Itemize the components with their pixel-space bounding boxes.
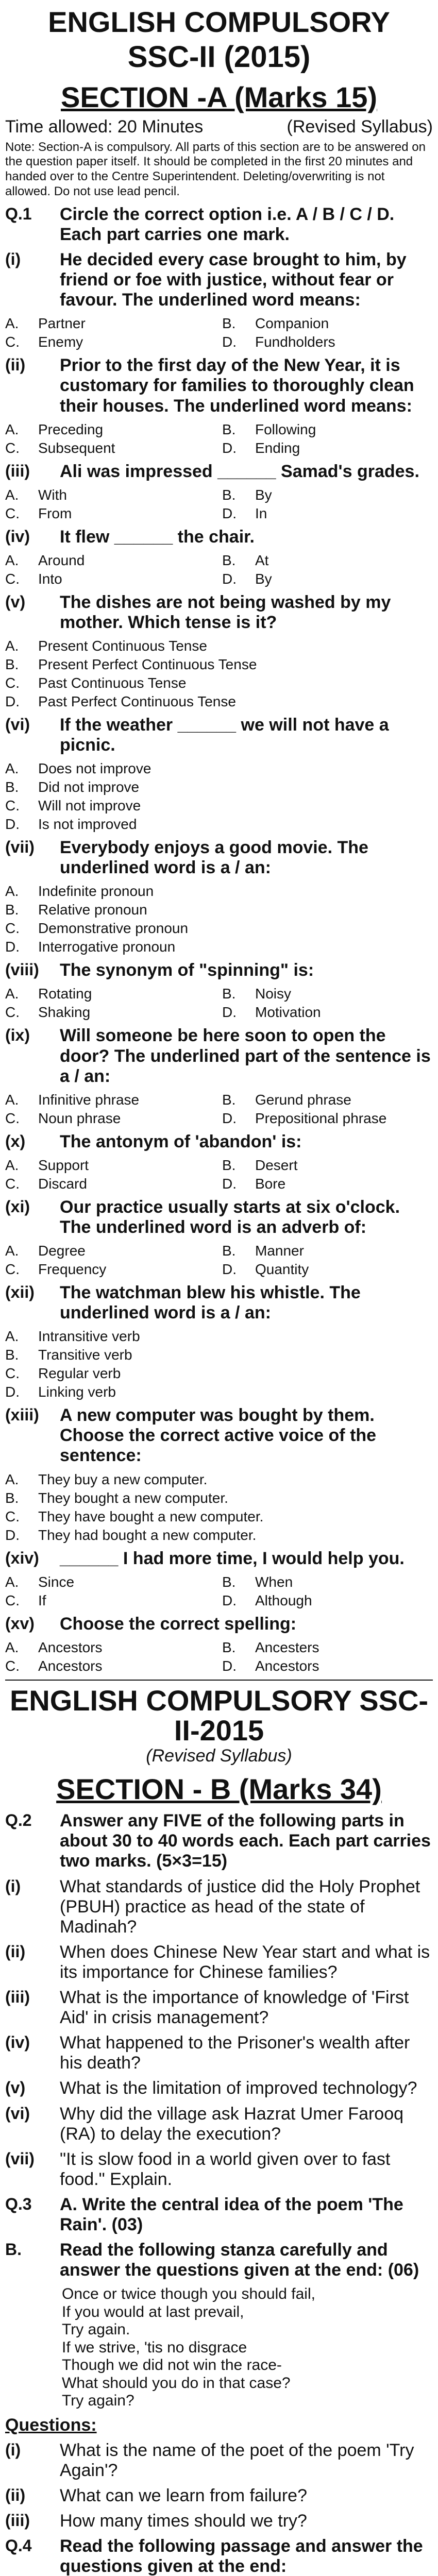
mcq-number: (viii) [5,960,39,979]
q1-heading: Circle the correct option i.e. A / B / C / D. Each part carries one mark. [60,204,395,244]
mcq-question-text: Choose the correct spelling: [60,1614,297,1634]
mcq-option-letter: C. [5,675,20,691]
mcq-number: (ii) [5,355,26,375]
mcq-option-text[interactable]: Gerund phrase [255,1091,351,1108]
q2-item-text-wrap [60,1942,433,1982]
mcq-option-text[interactable]: Since [38,1573,75,1590]
mcq-option-text[interactable]: Ending [255,439,300,456]
q2-item-text-wrap [60,2033,433,2073]
mcq-option-text[interactable]: Fundholders [255,334,335,350]
mcq-option-text[interactable]: Ancesters [255,1639,319,1655]
mcq-option-text[interactable]: Ancestors [255,1657,319,1674]
mcq-option-letter: A. [5,883,19,900]
q3b-text [60,2240,433,2280]
mcq-option-letter: A. [5,315,19,332]
mcq-option-letter: D. [5,816,20,833]
document-subtitle: SSC-II (2015) [127,40,311,74]
time-allowed: Time allowed: 20 Minutes [5,116,204,137]
mcq-option-text[interactable]: When [255,1573,293,1590]
mcq-option-letter: D. [222,1004,237,1021]
mcq-option-text[interactable]: Past Continuous Tense [38,675,187,691]
q2-item-text: What happened to the Prisoner's wealth after his death? [60,2033,410,2073]
mcq-question [5,527,433,547]
mcq-question [5,1405,433,1466]
mcq-number: (xi) [5,1197,30,1216]
mcq-options [5,315,433,350]
mcq-options [5,487,433,522]
mcq-option-letter: D. [222,1592,237,1608]
mcq-option-letter: C. [5,1508,20,1524]
mcq-option-text[interactable]: Interrogative pronoun [38,939,176,955]
q2-item-number: (iii) [5,1988,30,2007]
mcq-question [5,1197,433,1238]
mcq-option-text[interactable]: Does not improve [38,760,151,777]
stanza-line: What should you do in that case? [62,2374,291,2392]
mcq-number: (x) [5,1131,26,1150]
stanza-line: Try again. [62,2321,130,2338]
mcq-question-text: The watchman blew his whistle. The underlined word is a / an: [60,1283,361,1323]
mcq-option-letter: D. [222,1261,237,1278]
q3-question-text-wrap [60,2511,433,2531]
q2-item-text: What standards of justice did the Holy Prophet (PBUH) practice as head of the state of Madinah? [60,1876,420,1937]
mcq-question-text: The synonym of "spinning" is: [60,960,314,980]
mcq-option-letter: D. [5,939,20,955]
q2-item-number: (vi) [5,2104,30,2123]
mcq-option-text[interactable]: Ancestors [38,1639,103,1655]
mcq-question-text: He decided every case brought to him, by friend or foe with justice, without fear or favour. The underlined word means: [60,250,407,310]
q2-item-row [5,2149,433,2190]
mcq-option-text[interactable]: Linking verb [38,1384,116,1400]
q3a-row [5,2195,433,2235]
mcq-option-letter: B. [222,315,236,332]
q2-label: Q.2 [5,1811,32,1830]
q3b-label: B. [5,2240,22,2259]
mcq-number: (i) [5,250,21,269]
mcq-question [5,462,433,482]
mcq-option-letter: B. [222,986,236,1002]
mcq-options [5,760,433,833]
mcq-option-letter: B. [222,1091,236,1108]
mcq-question-text: Ali was impressed ______ Samad's grades. [60,461,419,481]
q4-heading-row [5,2536,433,2576]
q3-question-text: What can we learn from failure? [60,2485,307,2505]
q3-question-row [5,2511,433,2531]
stanza-line: If you would at last prevail, [62,2303,244,2320]
mcq-option-letter: C. [5,505,20,521]
mcq-number: (iv) [5,527,30,546]
q3b-marks: (06) [388,2260,419,2280]
stanza-line: Try again? [62,2392,134,2410]
mcq-option-text[interactable]: Subsequent [38,439,115,456]
mcq-option-text[interactable]: Motivation [255,1004,321,1021]
mcq-number: (xv) [5,1614,35,1633]
mcq-option-letter: A. [5,1157,19,1173]
mcq-question-text: ______ I had more time, I would help you. [60,1548,405,1568]
mcq-option-text[interactable]: Prepositional phrase [255,1110,387,1126]
section-a-meta [5,117,433,137]
mcq-option-letter: C. [5,1261,20,1278]
mcq-question-text: If the weather ______ we will not have a picnic. [60,715,389,755]
q2-item-row [5,1988,433,2028]
mcq-option-letter: D. [222,505,237,521]
mcq-option-text[interactable]: Transitive verb [38,1347,132,1363]
mcq-question-text: A new computer was bought by them. Choose the correct active voice of the sentence: [60,1405,377,1466]
q2-item-number: (ii) [5,1942,26,1961]
q2-item-text-wrap [60,2104,433,2144]
mcq-question [5,1283,433,1323]
mcq-options [5,1639,433,1674]
q2-item-text-wrap [60,1877,433,1937]
stanza-line: If we strive, 'tis no disgrace [62,2338,247,2356]
mcq-option-text[interactable]: Enemy [38,334,83,350]
q2-item-text: What is the importance of knowledge of 'First Aid' in crisis management? [60,1988,409,2028]
mcq-option-text[interactable]: At [255,552,269,568]
q2-item-text-wrap [60,2149,433,2190]
q2-item-number: (v) [5,2078,26,2097]
mcq-number: (iii) [5,461,30,480]
mcq-option-letter: B. [5,1489,19,1506]
mcq-option-text[interactable]: They buy a new computer. [38,1471,208,1487]
q3-questions [5,2441,433,2531]
mcq-number: (vi) [5,715,30,734]
mcq-option-text[interactable]: Past Perfect Continuous Tense [38,693,236,709]
q2-item-text: When does Chinese New Year start and what is its importance for Chinese families? [60,1942,430,1982]
mcq-option-letter: D. [5,1384,20,1400]
q2-item-row [5,2104,433,2144]
mcq-option-letter: C. [5,1592,20,1608]
q2-item-row [5,1942,433,1982]
mcq-option-letter: D. [222,570,237,587]
mcq-option-text[interactable]: Partner [38,315,86,332]
stanza-line: Though we did not win the race- [62,2357,282,2374]
q3-question-number: (ii) [5,2485,26,2504]
mcq-option-letter: B. [5,779,19,795]
mcq-option-letter: A. [5,1243,19,1259]
mcq-option-letter: B. [222,421,236,437]
mcq-option-letter: D. [222,1175,237,1192]
q3-questions-label: Questions: [5,2415,97,2435]
mcq-options [5,638,433,710]
mcq-option-letter: A. [5,486,19,503]
mcq-question [5,1549,433,1569]
q3-question-row [5,2486,433,2506]
part-two-revised: (Revised Syllabus) [146,1746,292,1766]
mcq-option-text[interactable]: Relative pronoun [38,902,147,918]
mcq-option-text[interactable]: Following [255,421,316,437]
q2-items [5,1877,433,2190]
mcq-option-letter: D. [5,1527,20,1543]
mcq-option-letter: D. [222,334,237,350]
q3-question-text: How many times should we try? [60,2511,307,2531]
mcq-options [5,1328,433,1400]
q2-item-number: (i) [5,1876,21,1895]
mcq-options [5,421,433,456]
document-title: ENGLISH COMPULSORY [48,6,390,38]
mcq-question-text: Prior to the first day of the New Year, it is customary for families to thoroughly clean their houses. The underlined word means: [60,355,414,416]
mcq-option-text[interactable]: Around [38,552,85,568]
mcq-option-letter: A. [5,552,19,568]
mcq-number: (ix) [5,1026,30,1045]
mcq-option-text[interactable]: Ancestors [38,1657,103,1674]
mcq-options [5,1243,433,1278]
mcq-option-letter: C. [5,1110,20,1126]
q2-item-text-wrap [60,2078,433,2098]
q4-label: Q.4 [5,2536,32,2555]
mcq-option-text[interactable]: By [255,486,272,503]
q2-item-row [5,2033,433,2073]
mcq-option-letter: B. [222,486,236,503]
mcq-option-letter: C. [5,570,20,587]
q3-question-number: (iii) [5,2511,30,2530]
mcq-option-letter: B. [222,1157,236,1173]
mcq-option-text[interactable]: Desert [255,1157,298,1173]
section-a-note: Note: Section-A is compulsory. All parts of this section are to be answered on the question paper itself. It should be completed in the first 20 minutes and handed over to the Centre Superintendent. Deleting/overwriting is not allowed. Do not use lead pencil. [5,140,426,199]
q4-heading: Read the following passage and answer the questions given at the end: [60,2536,423,2576]
mcq-options [5,883,433,955]
q2-item-text: "It is slow food in a world given over to fast food." Explain. [60,2149,391,2189]
mcq-option-text[interactable]: With [38,486,67,503]
revised-syllabus-tag: (Revised Syllabus) [287,116,433,137]
part-divider [5,1680,433,1681]
mcq-option-text[interactable]: Will not improve [38,798,141,814]
q3a-question: Write the central idea of the poem 'The Rain'. [60,2194,403,2234]
q2-item-row [5,1877,433,1937]
mcq-question [5,1026,433,1086]
mcq-option-text[interactable]: In [255,505,267,521]
mcq-option-text[interactable]: Regular verb [38,1365,121,1382]
q3-question-text-wrap [60,2486,433,2506]
section-b-title: SECTION - B (Marks 34) [56,1773,382,1806]
mcq-option-letter: B. [5,902,19,918]
mcq-option-text[interactable]: Is not improved [38,816,137,833]
mcq-question [5,1614,433,1634]
mcq-option-letter: D. [5,693,20,709]
mcq-option-text[interactable]: Discard [38,1175,87,1192]
poem-stanza [62,2285,433,2410]
mcq-option-text[interactable]: Did not improve [38,779,140,795]
mcq-number: (v) [5,592,26,611]
mcq-question [5,592,433,633]
q2-heading: Answer any FIVE of the following parts in about 30 to 40 words each. Each part carries two marks. (5×3=15) [60,1811,431,1871]
mcq-option-text[interactable]: Demonstrative pronoun [38,920,189,937]
mcq-option-text[interactable]: Bore [255,1175,286,1192]
mcq-options [5,1574,433,1609]
mcq-number: (vii) [5,838,35,857]
mcq-option-text[interactable]: They had bought a new computer. [38,1527,257,1543]
mcq-question-text: The antonym of 'abandon' is: [60,1131,302,1151]
mcq-option-letter: B. [5,1347,19,1363]
mcq-question [5,715,433,755]
mcq-option-letter: A. [5,638,19,654]
q2-item-text: What is the limitation of improved technology? [60,2078,417,2098]
mcq-option-text[interactable]: Present Continuous Tense [38,638,207,654]
mcq-option-text[interactable]: Present Perfect Continuous Tense [38,656,257,672]
q2-item-number: (vii) [5,2149,35,2168]
mcq-option-text[interactable]: Preceding [38,421,104,437]
mcq-option-text[interactable]: Frequency [38,1261,107,1278]
mcq-option-text[interactable]: Companion [255,315,329,332]
mcq-option-letter: A. [5,421,19,437]
mcq-number: (xii) [5,1283,35,1302]
q3-question-number: (i) [5,2440,21,2459]
mcq-option-text[interactable]: Manner [255,1243,304,1259]
mcq-question [5,1132,433,1152]
mcq-options [5,1092,433,1127]
mcq-option-text[interactable]: Infinitive phrase [38,1091,140,1108]
mcq-number: (xiii) [5,1405,39,1425]
mcq-option-text[interactable]: Intransitive verb [38,1328,140,1345]
q3-label: Q.3 [5,2194,32,2213]
mcq-option-letter: B. [222,1243,236,1259]
q3a-marks: (03) [111,2214,143,2234]
mcq-option-text[interactable]: Although [255,1592,312,1608]
q2-heading-row [5,1811,433,1871]
q3-question-text: What is the name of the poet of the poem 'Try Again'? [60,2440,414,2480]
mcq-option-text[interactable]: From [38,505,72,521]
mcq-question [5,960,433,980]
section-a-title: SECTION -A (Marks 15) [60,80,378,113]
mcq-option-text[interactable]: If [38,1592,46,1608]
q2-item-number: (iv) [5,2033,30,2052]
mcq-option-letter: B. [222,552,236,568]
q3-question-row [5,2441,433,2481]
mcq-question [5,250,433,310]
mcq-option-letter: B. [222,1573,236,1590]
mcq-question-text: Our practice usually starts at six o'clock. The underlined word is an adverb of: [60,1197,400,1237]
mcq-option-text[interactable]: They have bought a new computer. [38,1508,264,1524]
mcq-option-text[interactable]: By [255,570,272,587]
mcq-option-letter: C. [5,1175,20,1192]
q2-item-row [5,2078,433,2098]
mcq-option-text[interactable]: They bought a new computer. [38,1489,228,1506]
q1-label: Q.1 [5,204,32,223]
part-two-title: ENGLISH COMPULSORY SSC-II-2015 [9,1684,429,1747]
mcq-option-letter: C. [5,798,20,814]
mcq-option-text[interactable]: Indefinite pronoun [38,883,154,900]
mcq-option-letter: C. [5,439,20,456]
mcq-option-letter: D. [222,439,237,456]
mcq-question-text: Will someone be here soon to open the door? The underlined part of the sentence is a / an: [60,1026,431,1086]
mcq-option-letter: B. [5,656,19,672]
mcq-option-text[interactable]: Noun phrase [38,1110,121,1126]
mcq-options [5,552,433,587]
q3b-question: Read the following stanza carefully and answer the questions given at the end: [60,2240,388,2280]
mcq-question-text: It flew ______ the chair. [60,527,255,547]
mcq-question [5,838,433,878]
mcq-option-letter: B. [222,1639,236,1655]
mcq-options [5,1471,433,1544]
q1-heading-row [5,205,433,245]
mcq-option-letter: A. [5,1091,19,1108]
q2-item-text-wrap [60,1988,433,2028]
q3a-label: A. [60,2194,77,2214]
mcq-container [5,250,433,1674]
mcq-options [5,1157,433,1192]
q3b-row [5,2240,433,2280]
mcq-options [5,986,433,1021]
mcq-option-text[interactable]: Into [38,570,62,587]
mcq-option-text[interactable]: Rotating [38,986,92,1002]
mcq-option-letter: A. [5,1471,19,1487]
mcq-option-letter: C. [5,1365,20,1382]
mcq-question-text: The dishes are not being washed by my mother. Which tense is it? [60,592,391,632]
mcq-question-text: Everybody enjoys a good movie. The underlined word is a / an: [60,838,368,878]
mcq-option-letter: A. [5,760,19,777]
mcq-option-text[interactable]: Shaking [38,1004,91,1021]
mcq-option-letter: A. [5,1328,19,1345]
mcq-option-letter: D. [222,1110,237,1126]
q3-question-text-wrap [60,2441,433,2481]
mcq-option-letter: D. [222,1657,237,1674]
mcq-number: (xiv) [5,1548,39,1567]
mcq-option-letter: C. [5,334,20,350]
mcq-option-text[interactable]: Support [38,1157,89,1173]
q3a-text [60,2195,433,2235]
mcq-option-text[interactable]: Quantity [255,1261,309,1278]
stanza-line: Once or twice though you should fail, [62,2285,315,2303]
mcq-question [5,355,433,416]
mcq-option-letter: A. [5,986,19,1002]
mcq-option-text[interactable]: Degree [38,1243,86,1259]
mcq-option-letter: C. [5,920,20,937]
mcq-option-letter: C. [5,1657,20,1674]
mcq-option-letter: C. [5,1004,20,1021]
mcq-option-letter: A. [5,1573,19,1590]
mcq-option-text[interactable]: Noisy [255,986,292,1002]
mcq-option-letter: A. [5,1639,19,1655]
q2-item-text: Why did the village ask Hazrat Umer Farooq (RA) to delay the execution? [60,2104,404,2144]
